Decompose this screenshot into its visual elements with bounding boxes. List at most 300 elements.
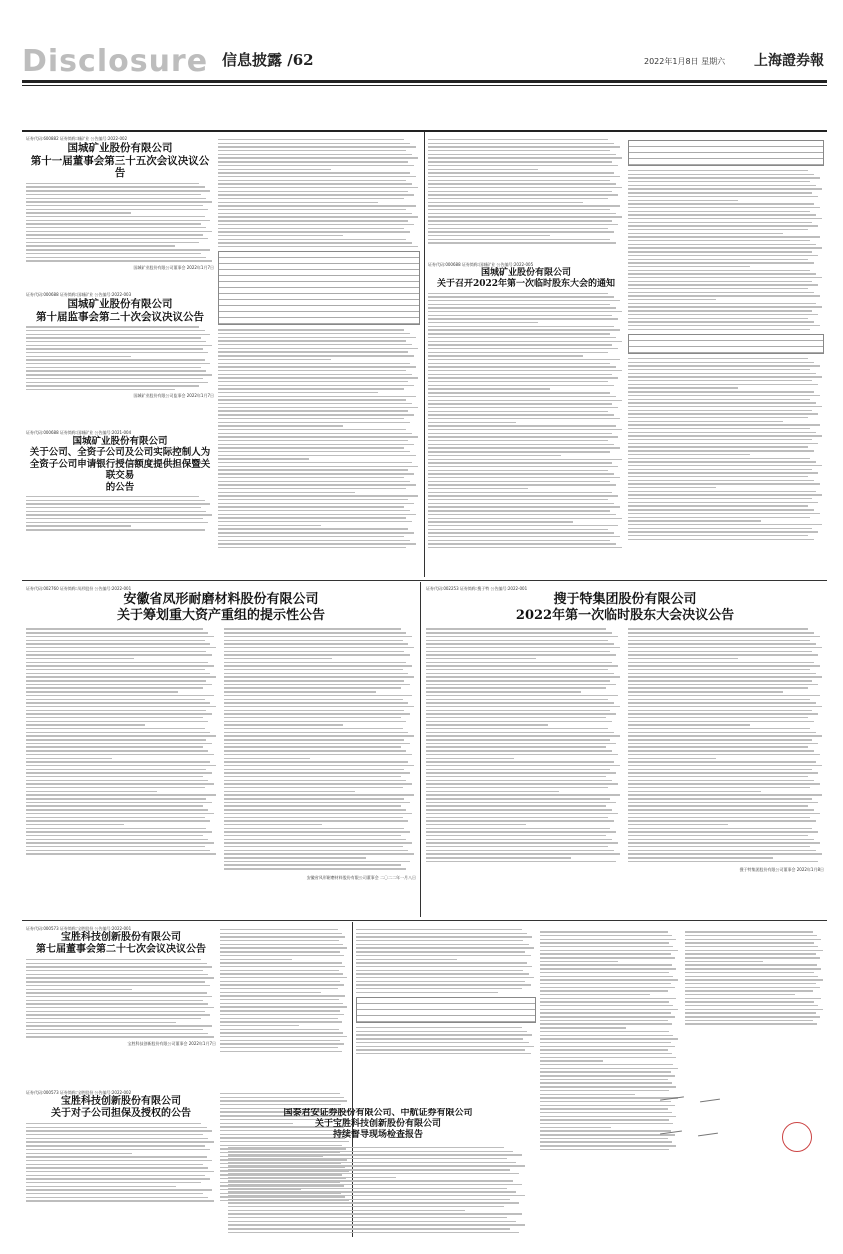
text-line — [228, 1184, 522, 1185]
text-line — [218, 239, 406, 240]
text-line — [628, 802, 818, 803]
text-line — [224, 643, 408, 644]
text-line — [220, 929, 338, 930]
text-line — [218, 536, 404, 537]
text-line — [26, 1141, 214, 1142]
text-line — [628, 791, 761, 792]
text-line — [218, 169, 331, 170]
text-line — [26, 234, 203, 235]
text-line — [685, 1005, 818, 1006]
text-line — [220, 1003, 343, 1004]
text-line — [428, 352, 608, 353]
notice-body — [218, 329, 420, 548]
text-line — [224, 861, 410, 862]
text-line — [228, 1165, 525, 1166]
text-line — [26, 511, 206, 512]
text-line — [218, 447, 404, 448]
text-line — [218, 517, 406, 518]
text-line — [26, 835, 203, 836]
text-line — [26, 525, 131, 526]
text-line — [426, 776, 606, 777]
text-line — [218, 484, 416, 485]
text-line — [540, 1123, 673, 1124]
text-line — [224, 846, 403, 847]
text-line — [224, 658, 332, 659]
text-line — [26, 370, 206, 371]
text-line — [218, 194, 414, 195]
text-line — [426, 750, 612, 751]
text-line — [428, 403, 612, 404]
text-line — [218, 540, 410, 541]
text-line — [26, 378, 203, 379]
text-line — [26, 1025, 212, 1026]
text-line — [220, 999, 339, 1000]
proxy-form-table — [628, 334, 824, 354]
text-line — [224, 691, 376, 692]
notice-gcky-shareholders-cont — [628, 136, 824, 576]
text-line — [628, 432, 816, 433]
text-line — [356, 951, 525, 952]
text-line — [224, 864, 401, 865]
text-line — [26, 1149, 210, 1150]
text-line — [218, 495, 418, 496]
notice-code: 证券代码:000573 证券简称:宝胜股份 公告编号:2022-001 — [26, 926, 132, 931]
text-line — [26, 809, 208, 810]
text-line — [428, 433, 612, 434]
text-line — [628, 813, 820, 814]
text-line — [26, 190, 210, 191]
text-line — [540, 1105, 675, 1106]
notice-title: 安徽省凤形耐磨材料股份有限公司 关于筹划重大资产重组的提示性公告 — [116, 592, 325, 623]
text-line — [218, 157, 418, 158]
text-line — [220, 1006, 347, 1007]
text-line — [218, 228, 404, 229]
text-line — [220, 1104, 341, 1105]
text-line — [426, 702, 614, 703]
text-line — [685, 972, 814, 973]
text-line — [428, 529, 608, 530]
text-line — [628, 743, 818, 744]
text-line — [628, 483, 820, 484]
text-line — [426, 846, 608, 847]
text-line — [218, 458, 309, 459]
text-line — [428, 506, 620, 507]
text-line — [540, 1090, 669, 1091]
text-line — [540, 942, 669, 943]
text-line — [628, 196, 818, 197]
text-line — [628, 255, 818, 256]
text-line — [26, 676, 216, 677]
text-line — [628, 365, 820, 366]
text-line — [540, 1016, 675, 1017]
text-line — [628, 732, 816, 733]
text-line — [356, 944, 529, 945]
text-line — [26, 205, 203, 206]
notice-baosheng-guarantee — [26, 1090, 216, 1236]
text-line — [26, 1036, 214, 1037]
text-line — [26, 1130, 212, 1131]
text-line — [26, 1134, 203, 1135]
text-line — [428, 172, 614, 173]
text-line — [220, 1014, 344, 1015]
text-line — [220, 1051, 342, 1052]
text-line — [628, 831, 818, 832]
text-line — [26, 220, 210, 221]
text-line — [26, 780, 208, 781]
text-line — [220, 988, 338, 989]
text-line — [26, 717, 203, 718]
text-line — [26, 1175, 205, 1176]
text-line — [428, 337, 616, 338]
text-line — [26, 839, 208, 840]
text-line — [26, 382, 208, 383]
text-line — [426, 791, 559, 792]
text-line — [26, 341, 206, 342]
text-line — [26, 636, 214, 637]
text-line — [628, 687, 808, 688]
text-line — [628, 721, 814, 722]
text-line — [26, 728, 205, 729]
text-line — [428, 466, 618, 467]
text-line — [628, 754, 820, 755]
text-line — [540, 961, 618, 962]
notice-souyute — [426, 586, 824, 916]
text-line — [426, 710, 610, 711]
text-line — [426, 669, 608, 670]
text-line — [224, 772, 410, 773]
text-line — [540, 964, 672, 965]
text-line — [628, 680, 812, 681]
text-line — [26, 522, 208, 523]
text-line — [428, 304, 610, 305]
text-line — [26, 253, 201, 254]
text-line — [428, 213, 616, 214]
text-line — [428, 459, 622, 460]
text-line — [426, 665, 618, 666]
text-line — [428, 462, 612, 463]
text-line — [26, 212, 131, 213]
text-line — [224, 746, 401, 747]
text-line — [428, 377, 618, 378]
text-line — [540, 1130, 671, 1131]
text-line — [540, 1001, 669, 1002]
text-line — [356, 977, 534, 978]
text-line — [218, 547, 406, 548]
text-line — [628, 520, 761, 521]
text-line — [26, 977, 214, 978]
text-line — [426, 758, 514, 759]
section-title: 信息披露 /62 — [222, 51, 314, 69]
text-line — [356, 1049, 525, 1050]
newspaper-name: 上海證券報 — [754, 53, 824, 69]
text-line — [26, 658, 134, 659]
text-line — [426, 673, 614, 674]
text-line — [218, 146, 416, 147]
text-line — [540, 1023, 672, 1024]
text-line — [428, 315, 612, 316]
text-line — [224, 636, 412, 637]
text-line — [224, 794, 414, 795]
text-line — [228, 1158, 507, 1159]
text-line — [26, 1167, 208, 1168]
text-line — [426, 640, 608, 641]
text-line — [26, 820, 210, 821]
text-line — [428, 418, 620, 419]
text-line — [428, 388, 550, 389]
text-line — [228, 1213, 522, 1214]
text-line — [218, 455, 416, 456]
text-line — [540, 1075, 675, 1076]
notice-signature: 搜于特集团股份有限公司董事会 2022年1月8日 — [739, 867, 824, 873]
text-line — [26, 260, 212, 261]
text-line — [224, 739, 404, 740]
text-line — [426, 828, 610, 829]
text-line — [540, 990, 668, 991]
text-line — [428, 318, 618, 319]
text-line — [628, 200, 738, 201]
notice-title: 搜于特集团股份有限公司 2022年第一次临时股东大会决议公告 — [515, 592, 735, 623]
text-line — [428, 370, 622, 371]
text-line — [26, 389, 175, 390]
text-line — [628, 461, 816, 462]
text-line — [228, 1154, 522, 1155]
text-line — [356, 962, 527, 963]
text-line — [628, 713, 818, 714]
text-line — [228, 1191, 516, 1192]
text-line — [26, 1171, 214, 1172]
text-line — [540, 983, 671, 984]
text-line — [628, 439, 812, 440]
text-line — [428, 440, 608, 441]
text-line — [426, 728, 608, 729]
text-line — [218, 220, 408, 221]
text-line — [26, 507, 201, 508]
notice-title: 国城矿业股份有限公司 关于公司、全资子公司及公司实际控制人为 全资子公司申请银行授信额度提供担保暨关联交易 的公告 — [29, 436, 211, 493]
text-line — [628, 861, 818, 862]
notice-gcky-supervisors — [26, 292, 214, 424]
text-line — [220, 1100, 347, 1101]
text-line — [628, 177, 820, 178]
text-line — [218, 176, 416, 177]
text-line — [628, 402, 816, 403]
text-line — [26, 1145, 205, 1146]
text-line — [26, 1178, 210, 1179]
text-line — [428, 525, 618, 526]
text-line — [426, 684, 616, 685]
text-line — [628, 233, 783, 234]
text-line — [628, 535, 808, 536]
text-line — [220, 944, 343, 945]
text-line — [26, 1186, 176, 1187]
text-line — [540, 1138, 668, 1139]
text-line — [628, 665, 820, 666]
text-line — [26, 1018, 201, 1019]
text-line — [428, 333, 610, 334]
text-line — [26, 702, 210, 703]
text-line — [218, 165, 414, 166]
text-line — [628, 487, 716, 488]
text-line — [26, 758, 112, 759]
text-line — [628, 706, 822, 707]
text-line — [628, 846, 810, 847]
text-line — [685, 953, 816, 954]
text-line — [428, 407, 618, 408]
text-line — [224, 776, 401, 777]
text-line — [26, 643, 210, 644]
text-line — [628, 181, 810, 182]
text-line — [26, 739, 206, 740]
text-line — [26, 743, 212, 744]
text-line — [220, 1025, 299, 1026]
text-line — [426, 761, 614, 762]
text-line — [26, 640, 205, 641]
text-line — [540, 1145, 676, 1146]
text-line — [224, 735, 414, 736]
text-line — [218, 366, 416, 367]
text-line — [228, 1202, 519, 1203]
text-line — [26, 769, 206, 770]
text-line — [685, 939, 821, 940]
text-line — [218, 392, 378, 393]
text-line — [228, 1188, 507, 1189]
text-line — [220, 973, 343, 974]
text-line — [224, 721, 406, 722]
notice-baosheng-cont — [220, 926, 348, 1086]
text-line — [218, 381, 408, 382]
text-line — [228, 1173, 519, 1174]
text-line — [628, 654, 818, 655]
text-line — [540, 1012, 671, 1013]
text-line — [218, 344, 412, 345]
text-line — [628, 443, 818, 444]
text-line — [426, 817, 608, 818]
text-line — [26, 1138, 208, 1139]
text-line — [428, 422, 516, 423]
text-line — [426, 687, 606, 688]
text-line — [26, 1029, 203, 1030]
text-line — [628, 628, 808, 629]
text-line — [26, 374, 212, 375]
text-line — [628, 531, 818, 532]
notice-baosheng-board — [26, 926, 216, 1086]
text-line — [428, 322, 538, 323]
text-line — [218, 180, 406, 181]
text-line — [428, 532, 614, 533]
text-line — [228, 1151, 513, 1152]
text-line — [26, 817, 205, 818]
text-line — [26, 754, 214, 755]
text-line — [26, 651, 206, 652]
text-line — [26, 348, 203, 349]
text-line — [426, 780, 612, 781]
text-line — [428, 503, 614, 504]
text-line — [428, 366, 616, 367]
text-line — [428, 492, 612, 493]
text-line — [685, 994, 795, 995]
text-line — [426, 805, 606, 806]
notice-body — [26, 1123, 216, 1202]
text-line — [628, 288, 808, 289]
text-line — [224, 802, 410, 803]
text-line — [26, 783, 214, 784]
text-line — [224, 857, 366, 858]
text-line — [220, 1010, 340, 1011]
text-line — [540, 1027, 626, 1028]
text-line — [220, 1040, 340, 1041]
text-line — [218, 418, 404, 419]
text-line — [428, 187, 622, 188]
notice-body — [428, 293, 624, 549]
text-line — [628, 325, 820, 326]
text-line — [426, 802, 616, 803]
text-line — [26, 238, 208, 239]
text-line — [224, 842, 412, 843]
text-line — [428, 396, 616, 397]
text-line — [628, 299, 716, 300]
notice-body — [428, 139, 624, 244]
text-line — [428, 205, 620, 206]
notice-gcky-guarantee-tail — [428, 136, 624, 244]
text-line — [356, 970, 523, 971]
text-line — [628, 454, 750, 455]
text-line — [426, 651, 610, 652]
text-line — [628, 284, 818, 285]
text-line — [218, 143, 410, 144]
text-line — [628, 647, 822, 648]
text-line — [426, 732, 614, 733]
text-line — [26, 1007, 214, 1008]
text-line — [26, 518, 203, 519]
text-line — [426, 658, 536, 659]
text-line — [26, 989, 132, 990]
text-line — [428, 224, 618, 225]
text-line — [224, 728, 403, 729]
text-line — [218, 191, 408, 192]
text-line — [218, 172, 410, 173]
text-line — [218, 488, 406, 489]
text-line — [628, 214, 816, 215]
text-line — [220, 977, 347, 978]
text-line — [628, 476, 808, 477]
text-line — [540, 1134, 675, 1135]
divider — [424, 132, 425, 577]
text-line — [218, 444, 414, 445]
text-line — [224, 702, 408, 703]
text-line — [628, 513, 820, 514]
text-line — [26, 628, 203, 629]
notice-body — [26, 496, 214, 531]
text-line — [356, 1034, 532, 1035]
text-line — [540, 1042, 671, 1043]
text-line — [628, 842, 820, 843]
text-line — [628, 188, 822, 189]
text-line — [26, 500, 205, 501]
text-line — [685, 990, 813, 991]
text-line — [628, 502, 818, 503]
notice-signature: 安徽省凤形耐磨材料股份有限公司董事会 二〇二二年一月八日 — [306, 874, 416, 880]
text-line — [426, 850, 614, 851]
text-line — [426, 831, 616, 832]
text-line — [224, 750, 406, 751]
text-line — [628, 651, 812, 652]
text-line — [428, 436, 618, 437]
notice-code: 证券代码:000688 证券简称:国城矿业 公告编号:2022-003 — [26, 292, 132, 297]
notice-title: 国城矿业股份有限公司 第十届监事会第二十次会议决议公告 — [36, 298, 204, 323]
text-line — [428, 359, 620, 360]
notice-signature: 宝胜科技创新股份有限公司董事会 2022年1月7日 — [127, 1040, 216, 1046]
text-line — [628, 676, 822, 677]
text-line — [685, 1001, 814, 1002]
